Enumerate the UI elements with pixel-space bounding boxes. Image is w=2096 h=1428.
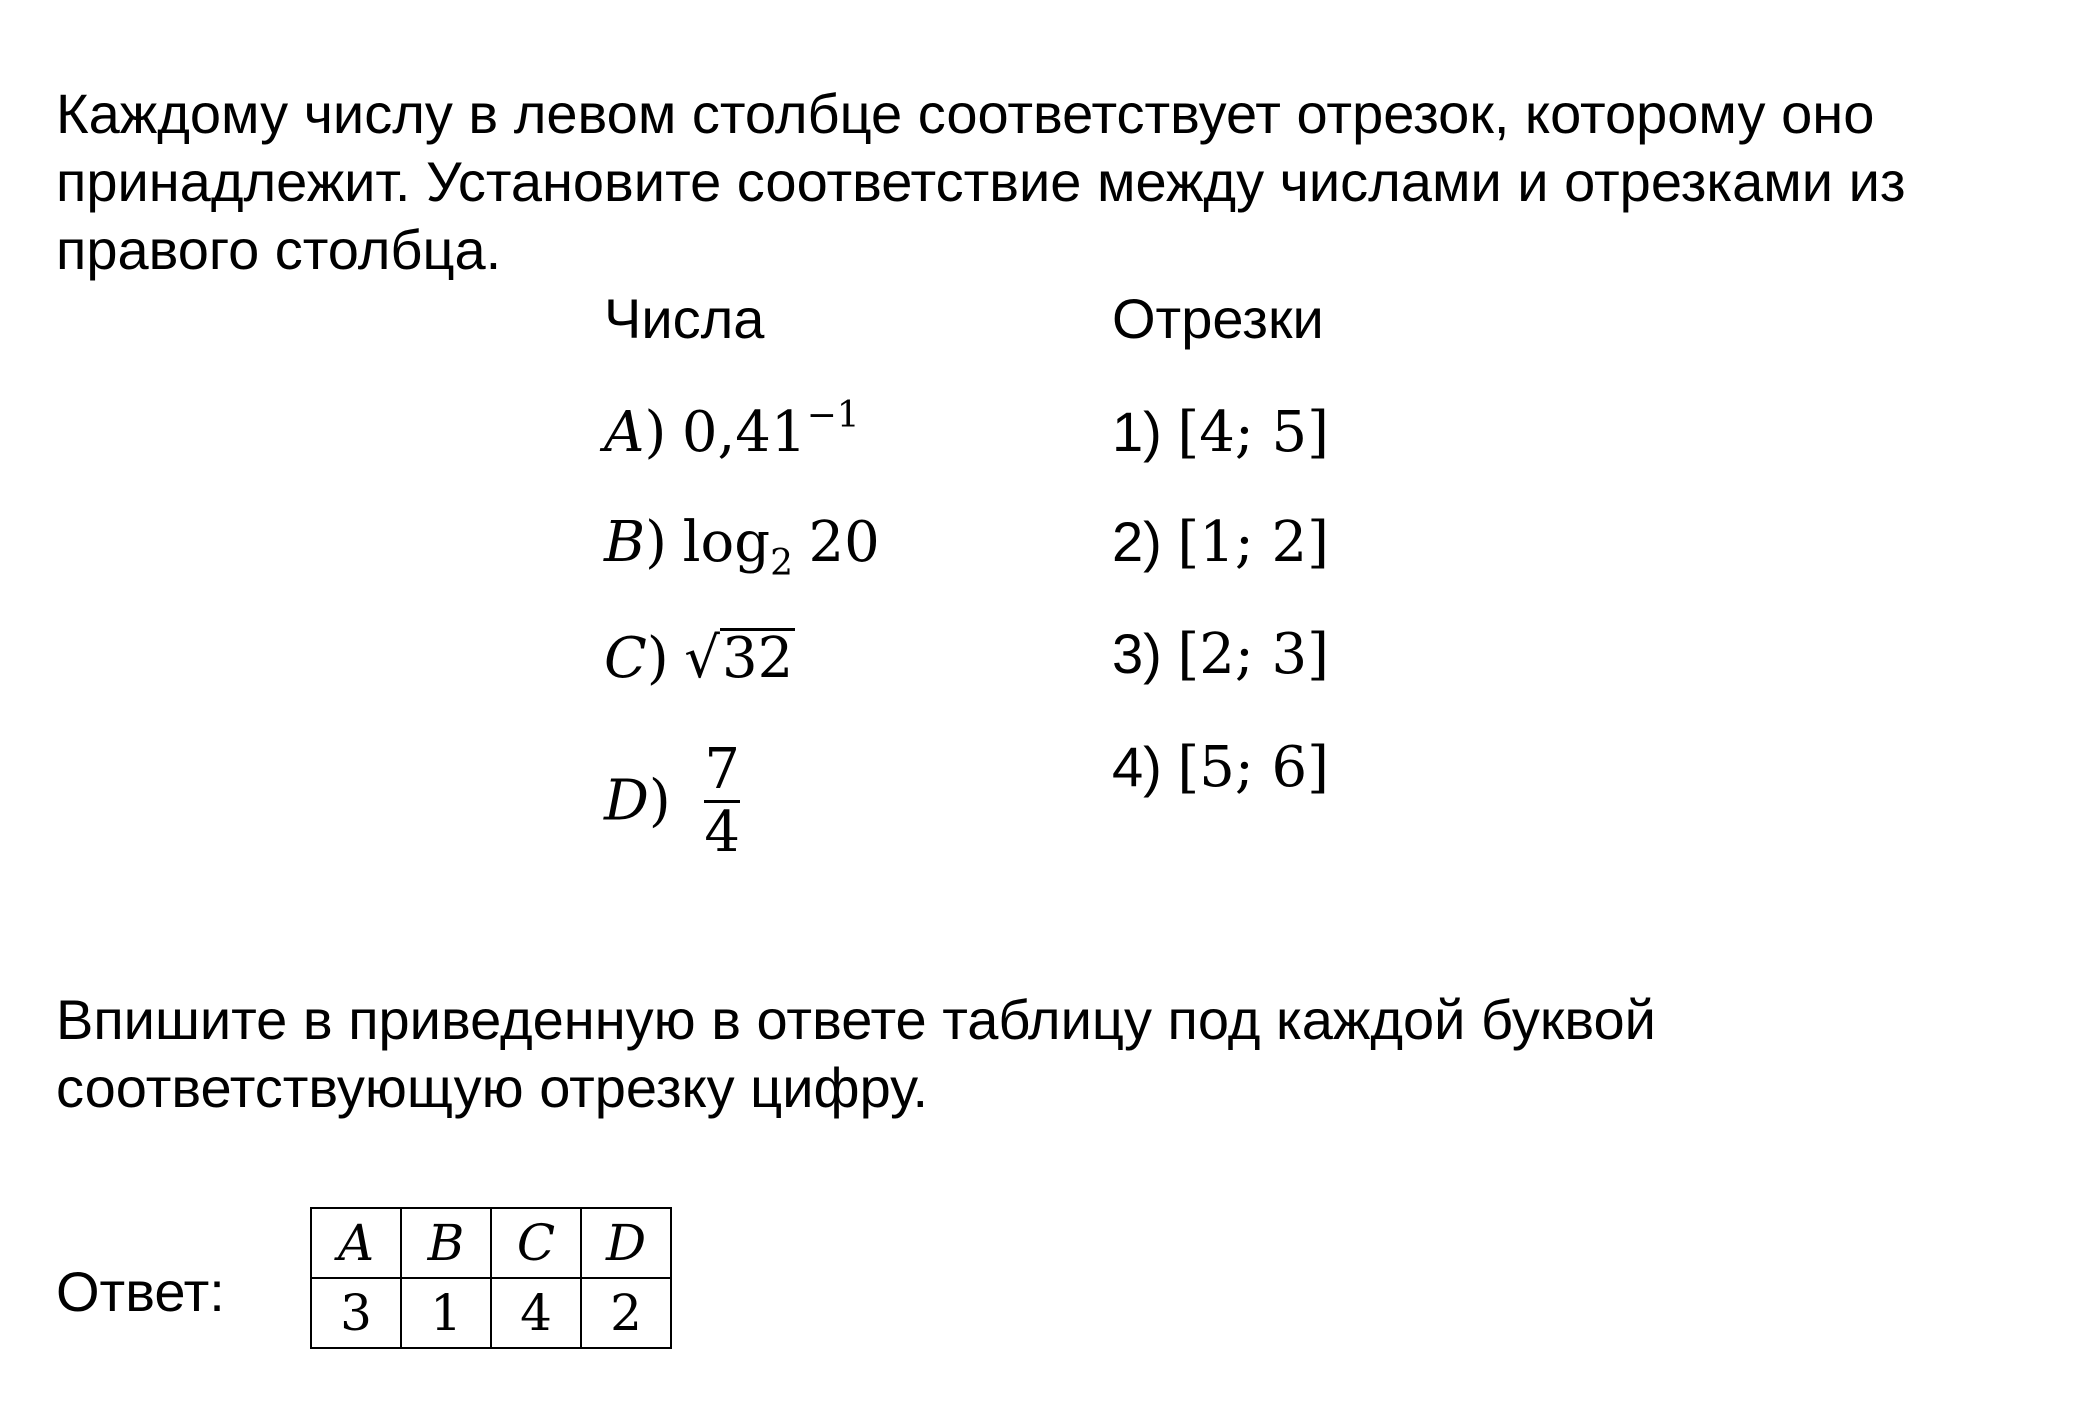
segment-item-2 xyxy=(1112,508,1329,577)
segment-interval: [2; 3] xyxy=(1177,622,1329,687)
segments-column-title: Отрезки xyxy=(1112,287,1324,350)
answer-value-c: 4 xyxy=(491,1278,581,1348)
answer-table xyxy=(310,1207,672,1349)
number-letter: A xyxy=(604,400,645,465)
task-instruction: Впишите в приведенную в ответе таблицу под каждой буквой соответствующую отрезку цифру. xyxy=(56,988,1656,1119)
root-sign: √ xyxy=(684,626,720,691)
square-root xyxy=(684,625,795,693)
numbers-column-title: Числа xyxy=(604,287,765,350)
fraction-denominator: 4 xyxy=(704,800,740,865)
segment-item-1 xyxy=(1112,398,1329,467)
number-letter: B xyxy=(604,510,646,575)
number-paren: ) xyxy=(648,768,671,834)
answer-letter-c: C xyxy=(491,1208,581,1278)
number-exponent: −1 xyxy=(806,395,860,436)
number-paren: ) xyxy=(645,510,668,575)
segment-index: 1) xyxy=(1112,400,1162,463)
number-item-d xyxy=(604,737,744,865)
log-argument: 20 xyxy=(808,510,880,575)
segment-index: 2) xyxy=(1112,510,1162,573)
segment-index: 4) xyxy=(1112,735,1162,798)
segment-item-4 xyxy=(1112,733,1329,802)
number-paren: ) xyxy=(646,626,669,691)
number-base: 0,41 xyxy=(681,400,807,465)
task-intro: Каждому числу в левом столбце соответствует отрезок, которому оно принадлежит. Установите соответствие между числами и отрезками из правого столбца. xyxy=(56,82,1906,281)
segment-item-3 xyxy=(1112,620,1329,689)
number-paren: ) xyxy=(644,400,667,465)
segment-interval: [4; 5] xyxy=(1177,400,1329,465)
log-function: log xyxy=(682,510,771,575)
radicand: 32 xyxy=(721,626,794,691)
answer-value-d: 2 xyxy=(581,1278,671,1348)
fraction-numerator: 7 xyxy=(704,737,740,802)
answer-value-a: 3 xyxy=(311,1278,401,1348)
number-letter: C xyxy=(604,626,647,691)
segment-interval: [5; 6] xyxy=(1177,735,1329,800)
number-item-a xyxy=(604,395,860,467)
answer-letter-a: A xyxy=(311,1208,401,1278)
answer-letters-row xyxy=(311,1208,671,1278)
number-item-c xyxy=(604,624,795,693)
segment-index: 3) xyxy=(1112,622,1162,685)
fraction xyxy=(700,737,744,865)
answer-label: Ответ: xyxy=(56,1260,225,1323)
answer-value-b: 1 xyxy=(401,1278,491,1348)
segment-interval: [1; 2] xyxy=(1177,510,1329,575)
answer-letter-d: D xyxy=(581,1208,671,1278)
answer-values-row xyxy=(311,1278,671,1348)
log-base: 2 xyxy=(770,543,793,584)
number-letter: D xyxy=(604,768,649,834)
number-item-b xyxy=(604,508,880,584)
answer-letter-b: B xyxy=(401,1208,491,1278)
